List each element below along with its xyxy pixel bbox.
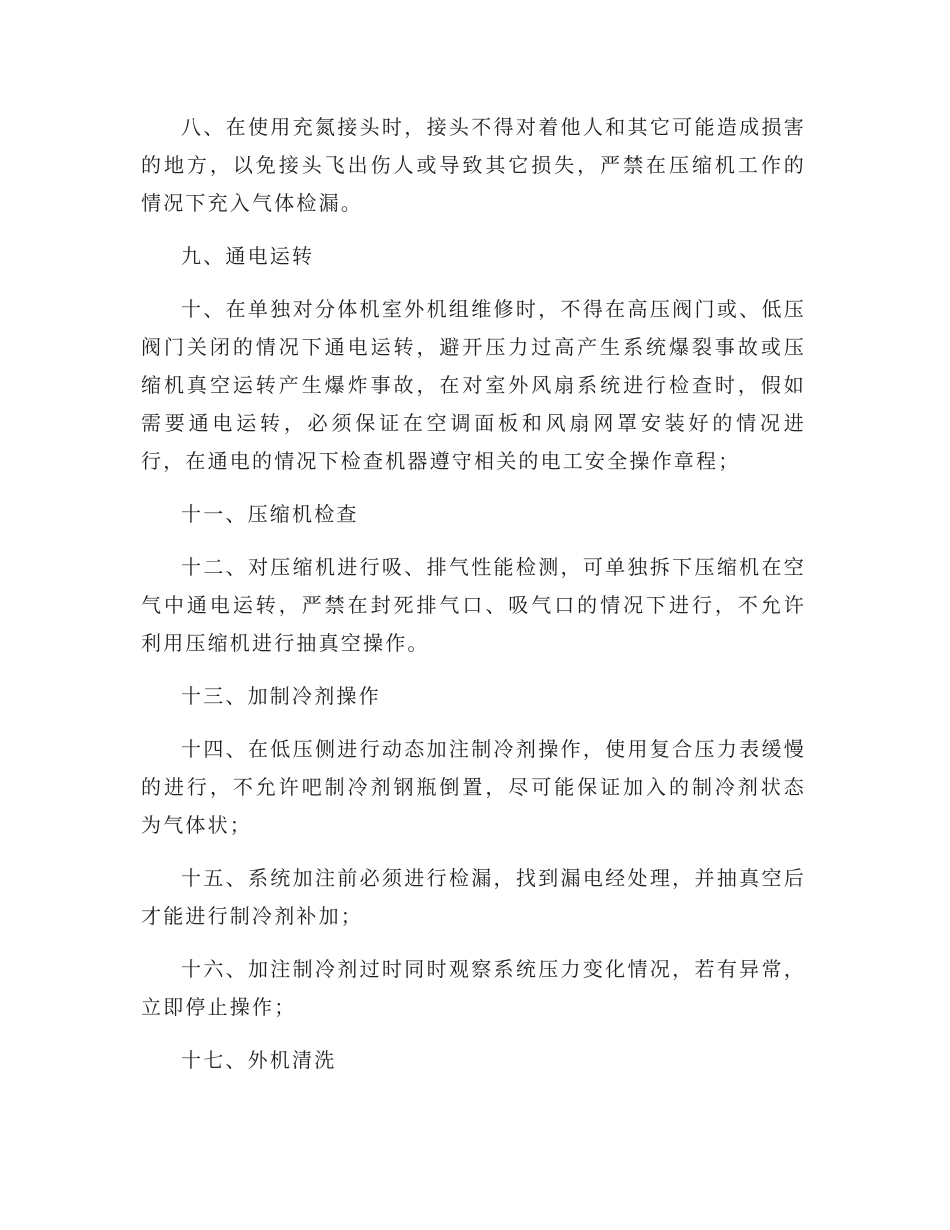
- paragraph-compressor-test: 十二、对压缩机进行吸、排气性能检测，可单独拆下压缩机在空气中通电运转，严禁在封死排气口、吸气口的情况下进行，不允许利用压缩机进行抽真空操作。: [141, 555, 806, 655]
- paragraph-low-pressure-charging: 十四、在低压侧进行动态加注制冷剂操作，使用复合压力表缓慢的进行，不允许吧制冷剂钢瓶倒置，尽可能保证加入的制冷剂状态为气体状；: [141, 737, 806, 837]
- paragraph-outdoor-unit-repair: 十、在单独对分体机室外机组维修时，不得在高压阀门或、低压阀门关闭的情况下通电运转，避开压力过高产生系统爆裂事故或压缩机真空运转产生爆炸事故，在对室外风扇系统进行检查时，假如需要通电运转，必须保证在空调面板和风扇网罩安装好的情况进行，在通电的情况下检查机器遵守相关的电工安全操作章程；: [141, 297, 806, 473]
- paragraph-nitrogen-connector: 八、在使用充氮接头时，接头不得对着他人和其它可能造成损害的地方，以免接头飞出伤人或导致其它损失，严禁在压缩机工作的情况下充入气体检漏。: [141, 115, 806, 215]
- heading-compressor-check: 十一、压缩机检查: [181, 502, 359, 526]
- paragraph-leak-check: 十五、系统加注前必须进行检漏，找到漏电经处理，并抽真空后才能进行制冷剂补加；: [141, 866, 806, 928]
- paragraph-pressure-monitoring: 十六、加注制冷剂过时同时观察系统压力变化情况，若有异常，立即停止操作；: [141, 957, 806, 1019]
- heading-power-on-operation: 九、通电运转: [181, 244, 315, 268]
- heading-outdoor-unit-cleaning: 十七、外机清洗: [181, 1048, 337, 1072]
- document-body: [141, 108, 806, 1094]
- heading-refrigerant-charging: 十三、加制冷剂操作: [181, 684, 381, 708]
